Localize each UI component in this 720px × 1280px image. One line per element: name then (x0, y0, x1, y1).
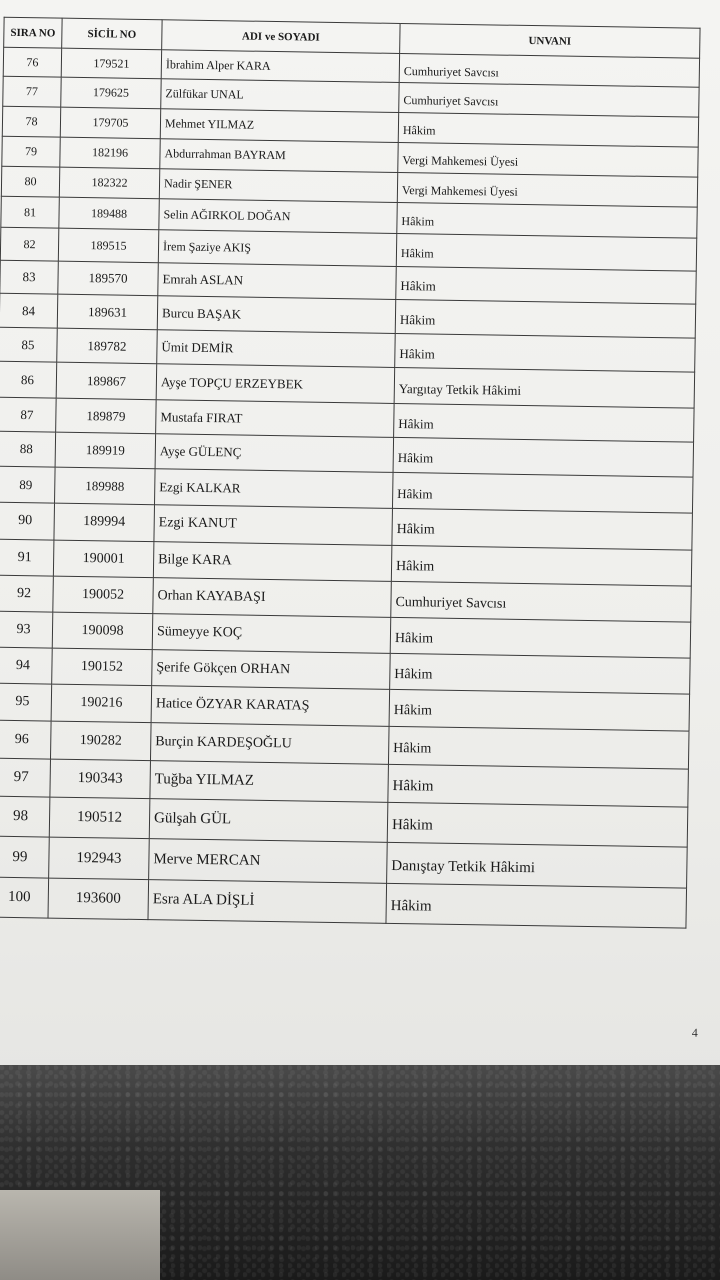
sicil-number: 182196 (60, 137, 160, 169)
person-title: Hâkim (393, 437, 694, 477)
sicil-number: 179625 (61, 77, 161, 109)
header-sicil-no: SİCİL NO (62, 18, 162, 50)
row-number: 77 (3, 76, 61, 107)
row-number: 85 (0, 327, 57, 362)
row-number: 87 (0, 397, 56, 432)
row-number: 96 (0, 720, 51, 759)
row-number: 89 (0, 466, 55, 503)
row-number: 95 (0, 683, 52, 721)
person-title: Hâkim (395, 299, 695, 338)
sicil-number: 192943 (49, 837, 150, 880)
person-name: Sümeyye KOÇ (152, 614, 391, 654)
person-name: Ayşe TOPÇU ERZEYBEK (156, 364, 395, 404)
person-title: Hâkim (391, 545, 692, 586)
person-title: Cumhuriyet Savcısı (391, 581, 692, 622)
row-number: 97 (0, 758, 50, 797)
floor-background (0, 1190, 160, 1280)
person-title: Cumhuriyet Savcısı (399, 82, 699, 117)
person-title: Hâkim (398, 112, 698, 147)
sicil-number: 190098 (52, 612, 153, 650)
person-name: Merve MERCAN (149, 839, 388, 884)
person-title: Vergi Mahkemesi Üyesi (398, 142, 698, 177)
person-name: Esra ALA DİŞLİ (148, 880, 387, 924)
row-number: 98 (0, 796, 50, 837)
person-name: Ümit DEMİR (157, 330, 396, 368)
person-title: Hâkim (397, 202, 697, 238)
sicil-number: 189631 (57, 294, 158, 330)
row-number: 81 (1, 196, 59, 228)
person-title: Cumhuriyet Savcısı (399, 53, 699, 87)
row-number: 84 (0, 293, 58, 328)
sicil-number: 189919 (55, 432, 156, 469)
person-name: Ayşe GÜLENÇ (155, 434, 394, 473)
person-title: Danıştay Tetkik Hâkimi (387, 842, 688, 888)
sicil-number: 190052 (53, 576, 154, 614)
sicil-number: 189570 (58, 261, 159, 296)
person-title: Hâkim (396, 233, 696, 271)
sicil-number: 189515 (58, 228, 159, 263)
person-name: Tuğba YILMAZ (150, 761, 389, 803)
sicil-number: 189988 (55, 467, 156, 505)
table-body (0, 47, 700, 928)
person-name: Gülşah GÜL (149, 799, 388, 843)
sicil-number: 189994 (54, 503, 155, 542)
sicil-number: 190512 (49, 797, 150, 839)
person-title: Hâkim (388, 764, 689, 807)
person-title: Hâkim (390, 617, 691, 658)
person-title: Hâkim (392, 472, 693, 513)
person-title: Hâkim (390, 653, 691, 694)
person-title: Hâkim (392, 508, 693, 550)
sicil-number: 179521 (61, 48, 161, 79)
sicil-number: 179705 (60, 107, 160, 139)
row-number: 82 (0, 227, 59, 261)
row-number: 91 (0, 539, 54, 576)
person-name: Hatice ÖZYAR KARATAŞ (151, 686, 390, 727)
person-title: Yargıtay Tetkik Hâkimi (394, 367, 695, 408)
sicil-number: 182322 (59, 167, 159, 199)
row-number: 78 (2, 106, 60, 137)
sicil-number: 189488 (59, 197, 159, 230)
sicil-number: 189879 (56, 398, 157, 434)
person-name: İrem Şaziye AKIŞ (158, 230, 396, 267)
person-name: Mustafa FIRAT (156, 400, 395, 438)
row-number: 93 (0, 611, 53, 648)
person-name: Selin AĞIRKOL DOĞAN (159, 199, 397, 234)
sicil-number: 190282 (50, 721, 151, 761)
person-name: Emrah ASLAN (158, 263, 396, 300)
person-name: Orhan KAYABAŞI (153, 578, 392, 618)
person-title: Vergi Mahkemesi Üyesi (397, 172, 697, 207)
person-name: Nadir ŞENER (159, 169, 397, 203)
row-number: 86 (0, 361, 57, 398)
row-number: 88 (0, 431, 56, 467)
row-number: 90 (0, 502, 55, 540)
person-title: Hâkim (394, 403, 694, 442)
row-number: 80 (1, 166, 59, 197)
person-name: Mehmet YILMAZ (160, 109, 398, 143)
person-name: Ezgi KALKAR (155, 469, 394, 509)
page-number: 4 (691, 1025, 698, 1040)
person-name: Burcu BAŞAK (157, 296, 396, 334)
sicil-number: 190152 (52, 648, 153, 686)
sicil-number: 189782 (57, 328, 158, 364)
row-number: 79 (2, 136, 60, 167)
row-number: 76 (3, 47, 61, 77)
row-number: 94 (0, 647, 52, 684)
row-number: 92 (0, 575, 53, 612)
person-title: Hâkim (389, 689, 690, 731)
header-name: ADI ve SOYADI (162, 20, 400, 54)
row-number: 83 (0, 260, 58, 294)
person-name: Zülfükar UNAL (161, 79, 399, 113)
person-title: Hâkim (388, 726, 689, 769)
person-name: Burçin KARDEŞOĞLU (150, 723, 389, 765)
sicil-number: 193600 (48, 878, 149, 920)
person-name: Abdurrahman BAYRAM (160, 139, 398, 173)
person-name: Ezgi KANUT (154, 505, 393, 546)
person-title: Hâkim (386, 883, 687, 928)
person-name: Şerife Gökçen ORHAN (152, 650, 391, 690)
person-name: İbrahim Alper KARA (161, 50, 399, 83)
sicil-number: 190001 (53, 540, 154, 578)
personnel-table (0, 17, 701, 929)
sicil-number: 190343 (50, 759, 151, 799)
person-title: Hâkim (396, 266, 696, 304)
person-title: Hâkim (395, 333, 695, 372)
header-title: UNVANI (400, 23, 700, 58)
person-title: Hâkim (387, 802, 688, 847)
person-name: Bilge KARA (153, 542, 392, 582)
header-sira-no: SIRA NO (4, 17, 62, 48)
sicil-number: 190216 (51, 684, 152, 723)
row-number: 100 (0, 877, 49, 918)
sicil-number: 189867 (56, 362, 157, 400)
row-number: 99 (0, 836, 49, 878)
